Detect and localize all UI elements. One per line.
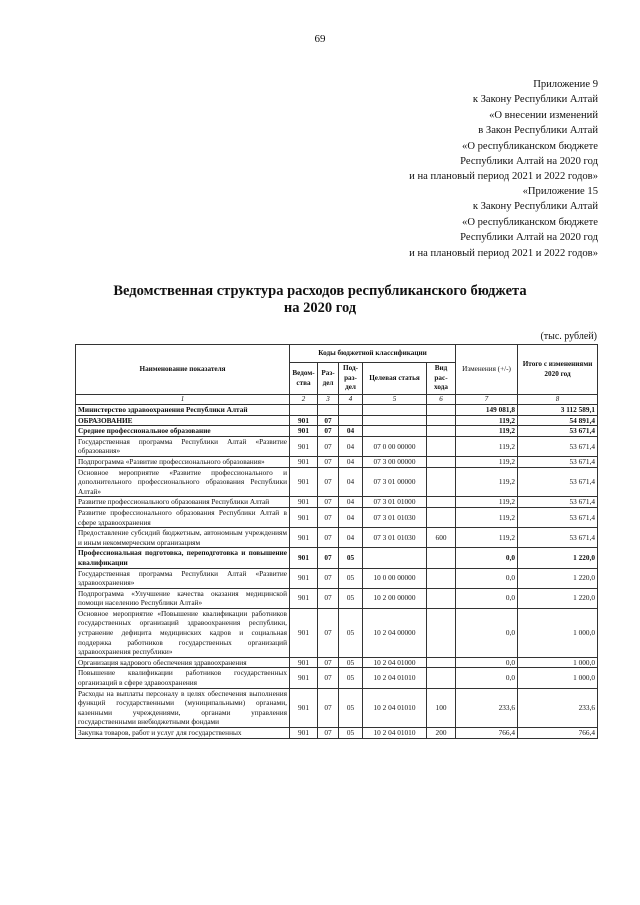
cell-type	[427, 415, 456, 426]
table-row	[76, 688, 598, 727]
cell-type	[427, 456, 456, 467]
cell-section: 07	[318, 456, 339, 467]
cell-target: 07 0 00 00000	[363, 436, 427, 456]
cell-subsection: 05	[339, 568, 363, 588]
cell-subsection: 04	[339, 436, 363, 456]
header-dept: Ведом-ства	[290, 363, 318, 395]
table-row	[76, 548, 598, 568]
cell-dept: 901	[290, 588, 318, 608]
header-section: Раз-дел	[318, 363, 339, 395]
cell-target	[363, 415, 427, 426]
appendix-15-header	[409, 184, 598, 261]
cell-total: 766,4	[518, 728, 598, 739]
cell-section: 07	[318, 688, 339, 727]
cell-total: 1 220,0	[518, 568, 598, 588]
appendix-line: «О внесении изменений	[489, 109, 598, 121]
cell-name: Организация кадрового обеспечения здравоохранения	[76, 657, 290, 668]
appendix-line: в Закон Республики Алтай	[478, 125, 598, 137]
cell-change: 233,6	[456, 688, 518, 727]
units-label: (тыс. рублей)	[540, 331, 597, 342]
cell-type	[427, 497, 456, 508]
cell-section: 07	[318, 528, 339, 548]
cell-type	[427, 568, 456, 588]
cell-type	[427, 467, 456, 497]
cell-name: Основное мероприятие «Развитие профессионального и дополнительного профессионального образования Республики Алтай»	[76, 467, 290, 497]
cell-change: 119,2	[456, 467, 518, 497]
cell-change: 119,2	[456, 456, 518, 467]
cell-target: 10 2 04 01010	[363, 728, 427, 739]
column-number-row	[76, 395, 598, 405]
cell-dept: 901	[290, 497, 318, 508]
cell-section: 07	[318, 436, 339, 456]
cell-type	[427, 608, 456, 657]
table-row	[76, 467, 598, 497]
cell-section: 07	[318, 608, 339, 657]
cell-target: 07 3 01 01030	[363, 507, 427, 527]
cell-name: Повышение квалификации работников государственных организаций в сфере здравоохранения	[76, 668, 290, 688]
cell-section: 07	[318, 548, 339, 568]
cell-change: 119,2	[456, 415, 518, 426]
table-body	[76, 405, 598, 739]
cell-section: 07	[318, 415, 339, 426]
cell-target: 10 0 00 00000	[363, 568, 427, 588]
col-num: 4	[339, 395, 363, 405]
cell-type	[427, 588, 456, 608]
cell-name: Среднее профессиональное образование	[76, 426, 290, 437]
cell-total: 1 220,0	[518, 548, 598, 568]
cell-subsection: 04	[339, 507, 363, 527]
cell-target: 07 3 00 00000	[363, 456, 427, 467]
cell-total: 53 671,4	[518, 436, 598, 456]
cell-section: 07	[318, 668, 339, 688]
cell-subsection: 04	[339, 456, 363, 467]
cell-change: 119,2	[456, 507, 518, 527]
col-num: 1	[76, 395, 290, 405]
cell-target: 07 3 01 01030	[363, 528, 427, 548]
cell-type: 100	[427, 688, 456, 727]
cell-total: 54 891,4	[518, 415, 598, 426]
cell-dept: 901	[290, 436, 318, 456]
appendix-9-header	[409, 77, 598, 185]
cell-type	[427, 507, 456, 527]
cell-type	[427, 426, 456, 437]
cell-total: 1 000,0	[518, 657, 598, 668]
cell-section: 07	[318, 588, 339, 608]
cell-name: Развитие профессионального образования Республики Алтай	[76, 497, 290, 508]
cell-name: Основное мероприятие «Повышение квалификации работников государственных организаций здравоохранения республики, устранение дефицита медицинских кадров и социальная поддержка работников государственных организаций здравоохранения республики»	[76, 608, 290, 657]
cell-subsection	[339, 415, 363, 426]
cell-section: 07	[318, 657, 339, 668]
page-number: 69	[314, 33, 326, 45]
header-change: Изменения (+/-)	[456, 345, 518, 395]
cell-target: 10 2 04 01010	[363, 688, 427, 727]
cell-name: ОБРАЗОВАНИЕ	[76, 415, 290, 426]
cell-subsection: 04	[339, 497, 363, 508]
appendix-line: к Закону Республики Алтай	[472, 201, 598, 213]
table-row	[76, 507, 598, 527]
cell-change: 119,2	[456, 436, 518, 456]
cell-total: 1 000,0	[518, 608, 598, 657]
cell-change: 149 081,8	[456, 405, 518, 416]
cell-total: 1 000,0	[518, 668, 598, 688]
header-codes: Коды бюджетной классификации	[290, 345, 456, 363]
cell-target: 10 2 04 01010	[363, 668, 427, 688]
col-num: 5	[363, 395, 427, 405]
cell-type	[427, 405, 456, 416]
cell-change: 0,0	[456, 588, 518, 608]
cell-change: 0,0	[456, 608, 518, 657]
table-row	[76, 405, 598, 416]
cell-dept: 901	[290, 507, 318, 527]
cell-subsection: 04	[339, 426, 363, 437]
cell-dept: 901	[290, 415, 318, 426]
table-row	[76, 728, 598, 739]
cell-subsection: 05	[339, 728, 363, 739]
cell-dept: 901	[290, 728, 318, 739]
cell-subsection: 05	[339, 548, 363, 568]
cell-subsection	[339, 405, 363, 416]
header-type: Вид рас-хода	[427, 363, 456, 395]
cell-name: Профессиональная подготовка, переподготовка и повышение квалификации	[76, 548, 290, 568]
cell-change: 0,0	[456, 568, 518, 588]
title-line: на 2020 год	[283, 300, 357, 316]
cell-subsection: 05	[339, 608, 363, 657]
cell-dept: 901	[290, 467, 318, 497]
table-row	[76, 588, 598, 608]
appendix-line: Приложение 9	[533, 79, 598, 90]
col-num: 6	[427, 395, 456, 405]
cell-section: 07	[318, 568, 339, 588]
table-row	[76, 568, 598, 588]
cell-dept: 901	[290, 426, 318, 437]
cell-dept: 901	[290, 657, 318, 668]
cell-type	[427, 668, 456, 688]
cell-name: Государственная программа Республики Алтай «Развитие образования»	[76, 436, 290, 456]
cell-dept	[290, 405, 318, 416]
cell-dept: 901	[290, 548, 318, 568]
cell-dept: 901	[290, 668, 318, 688]
cell-target	[363, 405, 427, 416]
col-num: 7	[456, 395, 518, 405]
budget-table	[75, 344, 598, 739]
cell-target: 10 2 04 00000	[363, 608, 427, 657]
cell-dept: 901	[290, 608, 318, 657]
col-num: 3	[318, 395, 339, 405]
header-subsection: Под-раз-дел	[339, 363, 363, 395]
table-row	[76, 415, 598, 426]
appendix-line: «О республиканском бюджете	[462, 140, 598, 152]
cell-name: Подпрограмма «Развитие профессионального образования»	[76, 456, 290, 467]
document-title	[0, 283, 640, 317]
appendix-line: «Приложение 15	[522, 186, 598, 197]
header-target: Целевая статья	[363, 363, 427, 395]
cell-name: Государственная программа Республики Алтай «Развитие здравоохранения»	[76, 568, 290, 588]
cell-section: 07	[318, 728, 339, 739]
cell-section	[318, 405, 339, 416]
cell-total: 53 671,4	[518, 497, 598, 508]
table-row	[76, 497, 598, 508]
cell-subsection: 05	[339, 657, 363, 668]
cell-total: 53 671,4	[518, 507, 598, 527]
appendix-line: и на плановый период 2021 и 2022 годов»	[409, 247, 598, 259]
appendix-line: к Закону Республики Алтай	[472, 94, 598, 106]
cell-type: 200	[427, 728, 456, 739]
table-row	[76, 608, 598, 657]
cell-change: 0,0	[456, 548, 518, 568]
cell-subsection: 05	[339, 688, 363, 727]
cell-target: 10 2 00 00000	[363, 588, 427, 608]
cell-change: 119,2	[456, 497, 518, 508]
cell-change: 0,0	[456, 668, 518, 688]
appendix-line: Республики Алтай на 2020 год	[460, 156, 598, 168]
table-row	[76, 528, 598, 548]
cell-target	[363, 548, 427, 568]
cell-target: 07 3 01 00000	[363, 467, 427, 497]
cell-subsection: 04	[339, 467, 363, 497]
cell-dept: 901	[290, 568, 318, 588]
cell-target	[363, 426, 427, 437]
col-num: 8	[518, 395, 598, 405]
cell-change: 0,0	[456, 657, 518, 668]
cell-section: 07	[318, 467, 339, 497]
cell-section: 07	[318, 497, 339, 508]
cell-type	[427, 548, 456, 568]
cell-subsection: 04	[339, 528, 363, 548]
cell-target: 10 2 04 01000	[363, 657, 427, 668]
table-row	[76, 668, 598, 688]
cell-total: 1 220,0	[518, 588, 598, 608]
header-name: Наименование показателя	[76, 345, 290, 395]
cell-name: Предоставление субсидий бюджетным, автономным учреждениям и иным некоммерческим организациям	[76, 528, 290, 548]
table-row	[76, 456, 598, 467]
cell-total: 53 671,4	[518, 426, 598, 437]
col-num: 2	[290, 395, 318, 405]
cell-total: 53 671,4	[518, 467, 598, 497]
title-line: Ведомственная структура расходов республиканского бюджета	[113, 283, 527, 299]
table-row	[76, 426, 598, 437]
table-row	[76, 657, 598, 668]
cell-total: 3 112 589,1	[518, 405, 598, 416]
cell-target: 07 3 01 01000	[363, 497, 427, 508]
appendix-line: «О республиканском бюджете	[462, 216, 598, 228]
cell-change: 766,4	[456, 728, 518, 739]
cell-total: 53 671,4	[518, 456, 598, 467]
cell-name: Развитие профессионального образования Республики Алтай в сфере здравоохранения	[76, 507, 290, 527]
cell-change: 119,2	[456, 426, 518, 437]
appendix-line: и на плановый период 2021 и 2022 годов»	[409, 171, 598, 183]
cell-type: 600	[427, 528, 456, 548]
cell-type	[427, 657, 456, 668]
header-total: Итого с изменениями 2020 год	[518, 345, 598, 395]
table-row	[76, 436, 598, 456]
cell-dept: 901	[290, 528, 318, 548]
cell-total: 53 671,4	[518, 528, 598, 548]
appendix-line: Республики Алтай на 2020 год	[460, 232, 598, 244]
cell-name: Подпрограмма «Улучшение качества оказания медицинской помощи населению Республики Алтай»	[76, 588, 290, 608]
cell-type	[427, 436, 456, 456]
cell-dept: 901	[290, 456, 318, 467]
cell-change: 119,2	[456, 528, 518, 548]
cell-subsection: 05	[339, 588, 363, 608]
cell-name: Расходы на выплаты персоналу в целях обеспечения выполнения функций государственными (муниципальными) органами, казенными учреждениями, органами управления государственными внебюджетными фондами	[76, 688, 290, 727]
cell-dept: 901	[290, 688, 318, 727]
cell-section: 07	[318, 426, 339, 437]
cell-subsection: 05	[339, 668, 363, 688]
cell-name: Министерство здравоохранения Республики Алтай	[76, 405, 290, 416]
cell-section: 07	[318, 507, 339, 527]
cell-name: Закупка товаров, работ и услуг для государственных	[76, 728, 290, 739]
cell-total: 233,6	[518, 688, 598, 727]
